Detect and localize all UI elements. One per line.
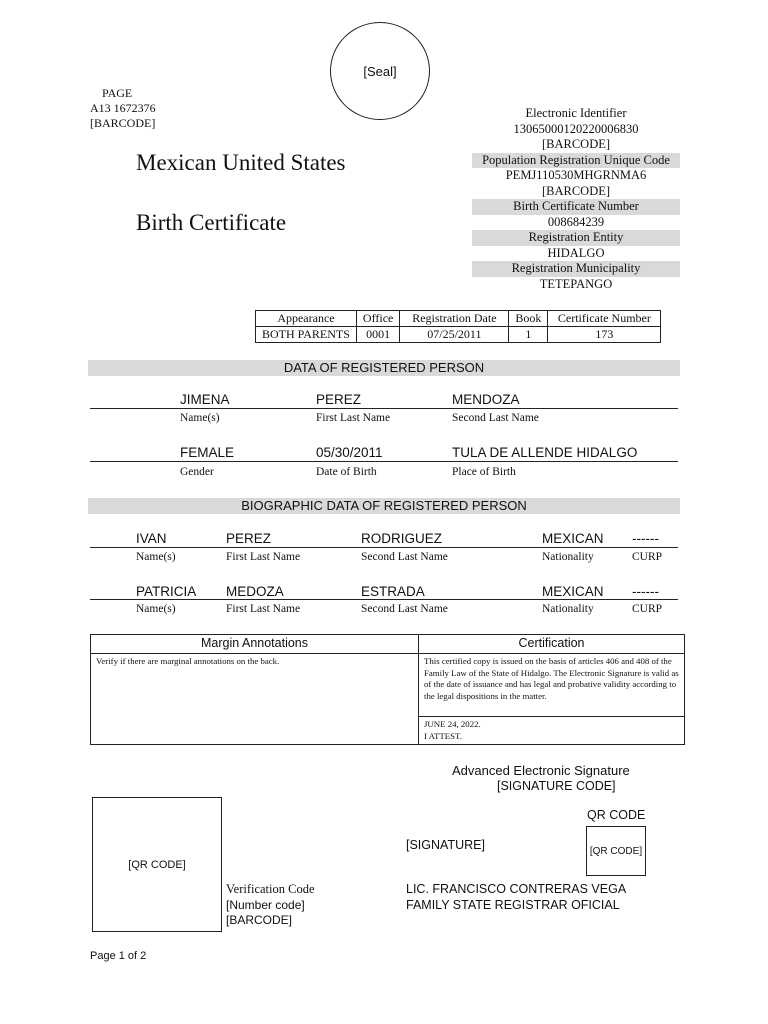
registrar-name: LIC. FRANCISCO CONTRERAS VEGA [406,882,627,896]
registered-names-label: Name(s) [180,412,220,424]
identifier-panel [472,106,680,292]
header-appearance: Appearance [256,311,357,327]
qr-code-small: [QR CODE] [586,826,646,876]
registered-second-last: MENDOZA [452,392,520,407]
divider [90,461,678,462]
margin-annotations-text: Verify if there are marginal annotations on the back. [91,654,419,745]
parent2-second-last: ESTRADA [361,584,425,599]
parent1-first-last-label: First Last Name [226,551,301,563]
section-registered-person: DATA OF REGISTERED PERSON [88,360,680,376]
qr-code-label: QR CODE [587,808,646,822]
section-biographic-data: BIOGRAPHIC DATA OF REGISTERED PERSON [88,498,680,514]
header-book: Book [509,311,548,327]
signature-title: Advanced Electronic Signature [452,763,630,778]
page-block [90,86,156,131]
page-label: PAGE [102,86,133,100]
header-certificate-number: Certificate Number [548,311,661,327]
header-registration-date: Registration Date [400,311,509,327]
verification-code-label: Verification Code [226,882,315,896]
divider [90,547,678,548]
registered-second-last-label: Second Last Name [452,412,539,424]
parent1-names-label: Name(s) [136,551,176,563]
identifier-barcode-1: [BARCODE] [541,137,611,151]
parent1-names: IVAN [136,531,167,546]
electronic-identifier-value: 13065000120220006830 [513,121,639,136]
registered-first-last-label: First Last Name [316,412,391,424]
certification-header: Certification [419,635,685,654]
parent2-first-last: MEDOZA [226,584,284,599]
parent1-first-last: PEREZ [226,531,272,546]
annotations-table [90,634,685,745]
country-title: Mexican United States [136,150,346,175]
seal-text: [Seal] [363,63,397,79]
certification-text: This certified copy is issued on the basis of articles 406 and 408 of the Family Law of the State of Hidalgo. The Electronic Signature is valid as of the date of issuance and has legal and probative validity according to the legal dispositions in the matter. [419,654,685,717]
registered-dob-label: Date of Birth [316,466,377,478]
registration-entity-label: Registration Entity [472,230,680,246]
cert-number-label: Birth Certificate Number [472,199,680,215]
registration-municipality-value: TETEPANGO [539,276,613,291]
signature-placeholder: [SIGNATURE] [406,838,485,852]
registered-dob: 05/30/2011 [316,445,383,460]
parent2-first-last-label: First Last Name [226,603,301,615]
signature-code: [SIGNATURE CODE] [497,779,616,793]
curp-value: PEMJ110530MHGRNMA6 [505,168,647,182]
divider [90,408,678,409]
parent1-nationality: MEXICAN [542,531,604,546]
registered-birthplace-label: Place of Birth [452,466,516,478]
registration-table-header [256,311,661,327]
certification-date-block [419,717,685,745]
registration-table-row [256,327,661,343]
margin-annotations-header: Margin Annotations [91,635,419,654]
parent2-nationality: MEXICAN [542,584,604,599]
electronic-identifier-label: Electronic Identifier [525,106,627,120]
registered-first-last: PEREZ [316,392,362,407]
cell-book: 1 [509,327,548,343]
parent1-nationality-label: Nationality [542,551,594,563]
parent2-second-last-label: Second Last Name [361,603,448,615]
qr-code-verification: [QR CODE] [92,797,222,932]
certification-date: JUNE 24, 2022. [424,719,481,729]
page-code: A13 1672376 [90,101,156,115]
registered-names: JIMENA [180,392,230,407]
parent2-names: PATRICIA [136,584,197,599]
cell-appearance: BOTH PARENTS [256,327,357,343]
registration-entity-value: HIDALGO [547,245,605,260]
cell-office: 0001 [356,327,399,343]
registration-municipality-label: Registration Municipality [472,261,680,277]
page-footer: Page 1 of 2 [90,950,147,962]
identifier-barcode-2: [BARCODE] [541,183,611,198]
parent2-names-label: Name(s) [136,603,176,615]
registered-gender: FEMALE [180,445,235,460]
cell-certificate-number: 173 [548,327,661,343]
page-barcode: [BARCODE] [90,116,156,130]
header-office: Office [356,311,399,327]
verification-barcode: [BARCODE] [226,913,293,927]
registered-birthplace: TULA DE ALLENDE HIDALGO [452,445,638,460]
certification-attest: I ATTEST. [424,730,462,741]
verification-number: [Number code] [226,898,305,912]
registrar-title: FAMILY STATE REGISTRAR OFICIAL [406,898,620,912]
document-title: Birth Certificate [136,210,287,235]
parent2-curp-label: CURP [632,603,663,615]
parent1-second-last-label: Second Last Name [361,551,448,563]
parent2-nationality-label: Nationality [542,603,594,615]
official-seal [330,22,430,120]
curp-label: Population Registration Unique Code [472,153,680,169]
parent1-second-last: RODRIGUEZ [361,531,442,546]
cell-registration-date: 07/25/2011 [400,327,509,343]
cert-number-value: 008684239 [547,214,605,229]
registered-gender-label: Gender [180,466,214,478]
parent2-curp: ------ [632,584,659,599]
parent1-curp: ------ [632,531,659,546]
parent1-curp-label: CURP [632,551,663,563]
registration-table [255,310,661,343]
divider [90,599,678,600]
